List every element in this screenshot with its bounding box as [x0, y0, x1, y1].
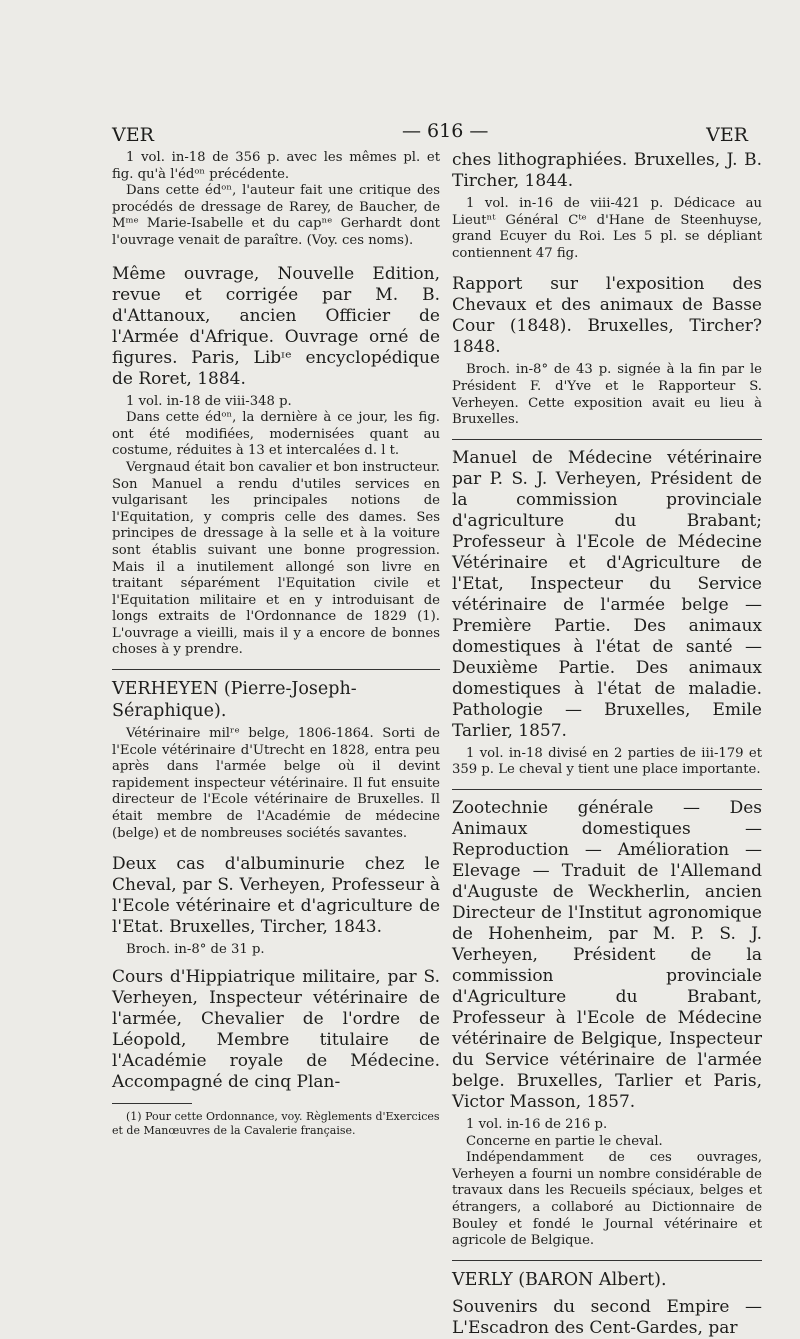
author-bio: Vétérinaire milʳᵉ belge, 1806-1864. Sorti de l'Ecole vétérinaire d'Utrecht en 1828, entra peu après dans l'armée belge où il devint rapidement inspecteur vétérinaire. Il fut ensuite directeur de l'Ecole vétérinaire de Bruxelles. Il était membre de l'Académie de médecine (belge) et de nombreuses sociétés savantes. — [112, 726, 440, 841]
entry-note-5: 1 vol. in-18 divisé en 2 parties de iii-179 et 359 p. Le cheval y tient une place importante. — [452, 745, 762, 778]
entry-note-1c: Vergnaud était bon cavalier et bon instructeur. Son Manuel a rendu d'utiles services en vulgarisant les principales notions de l'Equitation, y compris celle des dames. Ses principes de dressage à la selle et à la voiture sont établis suivant une bonne progression. Mais il a inutilement allongé son livre en traitant séparément l'Equitation civile et l'Equitation militaire et en y introduisant de longs extraits de l'Ordonnance de 1829 (1). L'ouvrage a vieilli, mais il y a encore de bonnes choses à y prendre. — [112, 459, 440, 658]
page-number: — 616 — — [402, 120, 489, 142]
entry-note-1b: Dans cette édᵒⁿ, la dernière à ce jour, les fig. ont été modifiées, modernisées quant au costume, réduites à 13 et intercalées d. l t. — [112, 410, 440, 459]
entry-note-6b: Concerne en partie le cheval. — [466, 1133, 663, 1149]
entry-divider — [112, 669, 440, 670]
entry-note-4: Broch. in-8° de 43 p. signée à la fin par le Président F. d'Yve et le Rapporteur S. Verheyen. Cette exposition avait eu lieu à Bruxelles. — [452, 362, 762, 428]
left-column — [112, 150, 440, 1138]
entry-note-6a: 1 vol. in-16 de 216 p. — [466, 1116, 608, 1132]
continued-note-2: Dans cette édᵒⁿ, l'auteur fait une critique des procédés de dressage de Rarey, de Baucher, de Mᵐᵉ Marie-Isabelle et du capⁿᵉ Gerhardt dont l'ouvrage venait de paraître. (Voy. ces noms). — [112, 183, 440, 248]
entry-note-3: 1 vol. in-16 de viii-421 p. Dédicace au Lieutⁿᵗ Général Cᵗᵉ d'Hane de Steenhuyse, grand Ecuyer du Roi. Les 5 pl. se dépliant contiennent 47 fig. — [452, 196, 762, 261]
entry-title-6: Zootechnie générale — Des Animaux domestiques — Reproduction — Amélioration — Elevage — Traduit de l'Allemand d'Auguste de Weckherlin, ancien Directeur de l'Institut agronomique de Hohenheim, par M. P. S. J. Verheyen, Président de la commission provinciale d'Agriculture du Brabant, Professeur à l'Ecole de Médecine vétérinaire de Belgique, Inspecteur du Service vétérinaire de l'armée belge. Bruxelles, Tarlier et Paris, Victor Masson, 1857. — [452, 797, 762, 1112]
entry-divider — [452, 789, 762, 790]
entry-title-4: Rapport sur l'exposition des Chevaux et des animaux de Basse Cour (1848). Bruxelles, Tircher? 1848. — [452, 274, 762, 358]
entry-title-2: Deux cas d'albuminurie chez le Cheval, par S. Verheyen, Professeur à l'Ecole vétérinaire et d'agriculture de l'Etat. Bruxelles, Tircher, 1843. — [112, 854, 440, 938]
entry-title-7: Souvenirs du second Empire — L'Escadron des Cent-Gardes, par — [452, 1296, 762, 1338]
author-heading-2: VERLY (BARON Albert). — [452, 1269, 667, 1290]
header-right: VER — [706, 124, 748, 146]
entry-title-1: Même ouvrage, Nouvelle Edition, revue et corrigée par M. B. d'Attanoux, ancien Officier de l'Armée d'Afrique. Ouvrage orné de figures. Paris, Libᶦᵉ encyclopédique de Roret, 1884. — [112, 263, 440, 389]
running-header — [112, 120, 748, 150]
right-column — [452, 150, 762, 1339]
continued-note: 1 vol. in-18 de 356 p. avec les mêmes pl. et fig. qu'à l'édᵒⁿ précédente. — [112, 150, 440, 182]
footnote: (1) Pour cette Ordonnance, voy. Règlements d'Exercices et de Manœuvres de la Cavalerie française. — [112, 1109, 440, 1137]
footnote-rule — [112, 1103, 192, 1104]
entry-title-3-continued: ches lithographiées. Bruxelles, J. B. Tircher, 1844. — [452, 150, 762, 191]
entry-divider — [452, 439, 762, 440]
author-heading: VERHEYEN (Pierre-Joseph-Séraphique). — [112, 679, 357, 722]
entry-note-1a: 1 vol. in-18 de viii-348 p. — [126, 393, 292, 409]
entry-note-2: Broch. in-8° de 31 p. — [126, 942, 265, 958]
header-left: VER — [112, 124, 154, 146]
entry-title-3: Cours d'Hippiatrique militaire, par S. Verheyen, Inspecteur vétérinaire de l'armée, Chevalier de l'ordre de Léopold, Membre titulaire de l'Académie royale de Médecine. Accompagné de cinq Plan- — [112, 966, 440, 1092]
entry-title-5: Manuel de Médecine vétérinaire par P. S. J. Verheyen, Président de la commission provinciale d'agriculture du Brabant; Professeur à l'Ecole de Médecine Vétérinaire et d'Agriculture de l'Etat, Inspecteur du Service vétérinaire de l'armée belge — Première Partie. Des animaux domestiques à l'état de santé — Deuxième Partie. Des animaux domestiques à l'état de maladie. Pathologie — Bruxelles, Emile Tarlier, 1857. — [452, 447, 762, 741]
entry-note-6c: Indépendamment de ces ouvrages, Verheyen a fourni un nombre considérable de travaux dans les Recueils spéciaux, belges et étrangers, a collaboré au Dictionnaire de Bouley et fondé le Journal vétérinaire et agricole de Belgique. — [452, 1150, 762, 1249]
entry-divider — [452, 1260, 762, 1261]
